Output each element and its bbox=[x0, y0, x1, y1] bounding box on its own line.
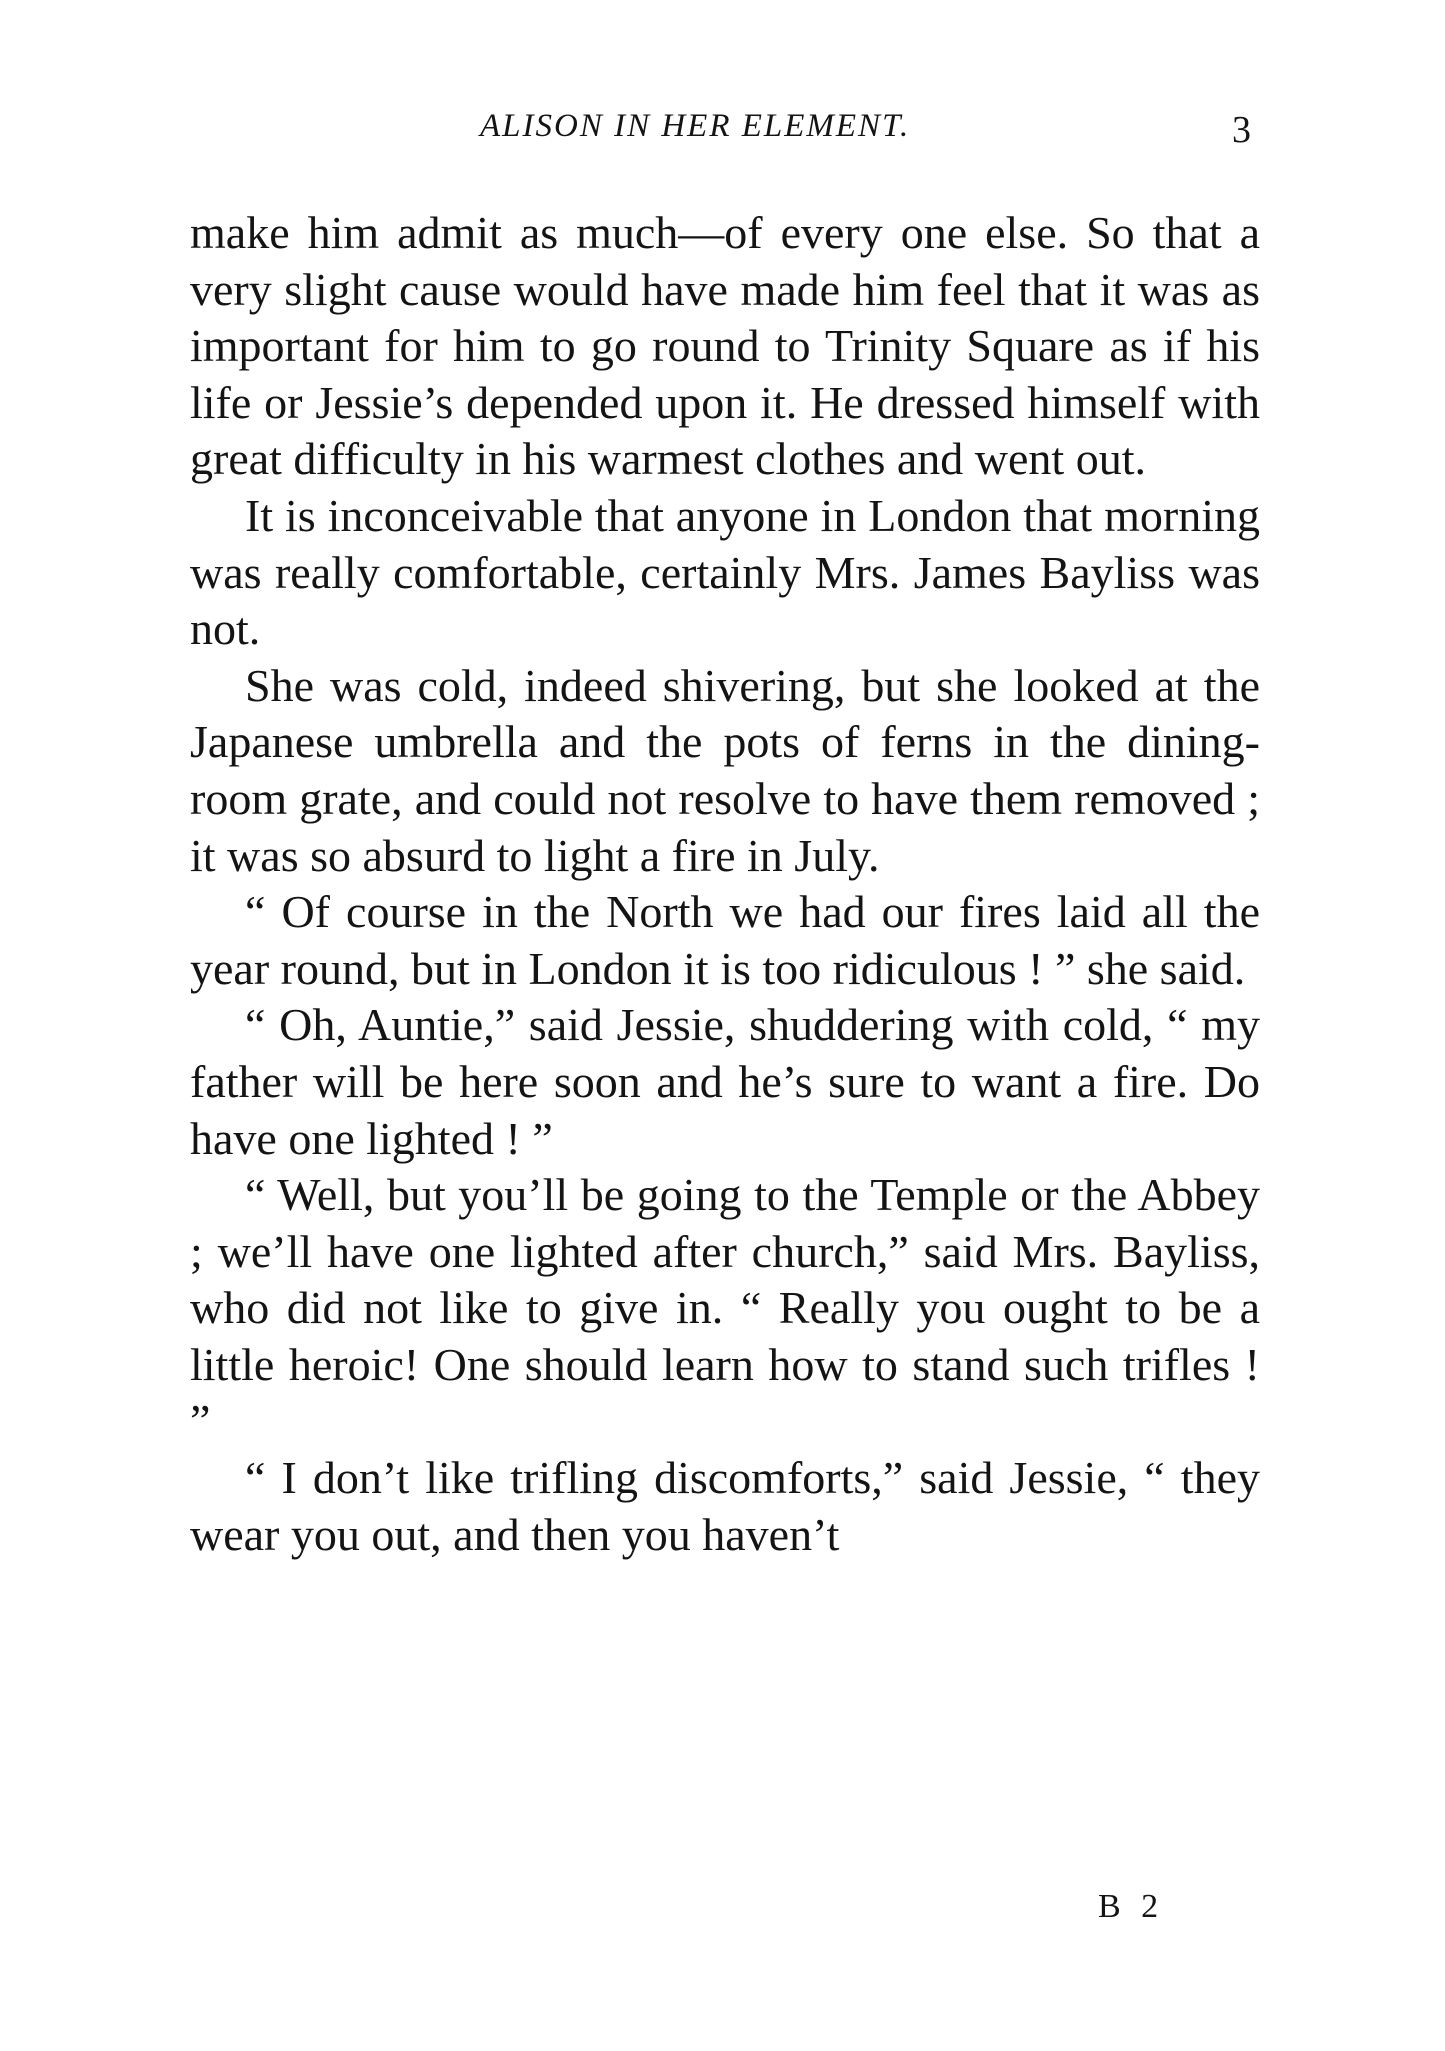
paragraph: It is inconceivable that anyone in London that morning was really comfortable, certainly Mrs. James Bayliss was not. bbox=[190, 489, 1260, 655]
signature-mark: B 2 bbox=[1098, 1888, 1165, 1925]
paragraph: She was cold, indeed shivering, but she looked at the Japanese umbrella and the pots of ferns in the dining-room grate, and could not resolve to have them removed ; it was so absurd to light a fire in July. bbox=[190, 659, 1260, 881]
paragraph: “ Of course in the North we had our fires laid all the year round, but in London it is too ridiculous ! ” she said. bbox=[190, 886, 1260, 994]
paragraph: “ Oh, Auntie,” said Jessie, shuddering with cold, “ my father will be here soon and he’s sure to want a fire. Do have one lighted ! ” bbox=[190, 999, 1260, 1164]
paragraph: “ Well, but you’ll be going to the Temple or the Abbey ; we’ll have one lighted after church,” said Mrs. Bayliss, who did not like to give in. “ Really you ought to be a little heroic! One should learn how to stand such trifles ! ” bbox=[190, 1169, 1260, 1447]
page-number: 3 bbox=[1232, 109, 1251, 151]
body-text bbox=[190, 205, 1260, 1563]
paragraph: “ I don’t like trifling discomforts,” said Jessie, “ they wear you out, and then you haven’t bbox=[190, 1452, 1260, 1560]
running-head: ALISON IN HER ELEMENT. bbox=[480, 108, 911, 144]
paragraph-continued: make him admit as much—of every one else. So that a very slight cause would have made him feel that it was as important for him to go round to Trinity Square as if his life or Jessie’s depended upon it. He dressed himself with great difficulty in his warmest clothes and went out. bbox=[190, 207, 1260, 485]
